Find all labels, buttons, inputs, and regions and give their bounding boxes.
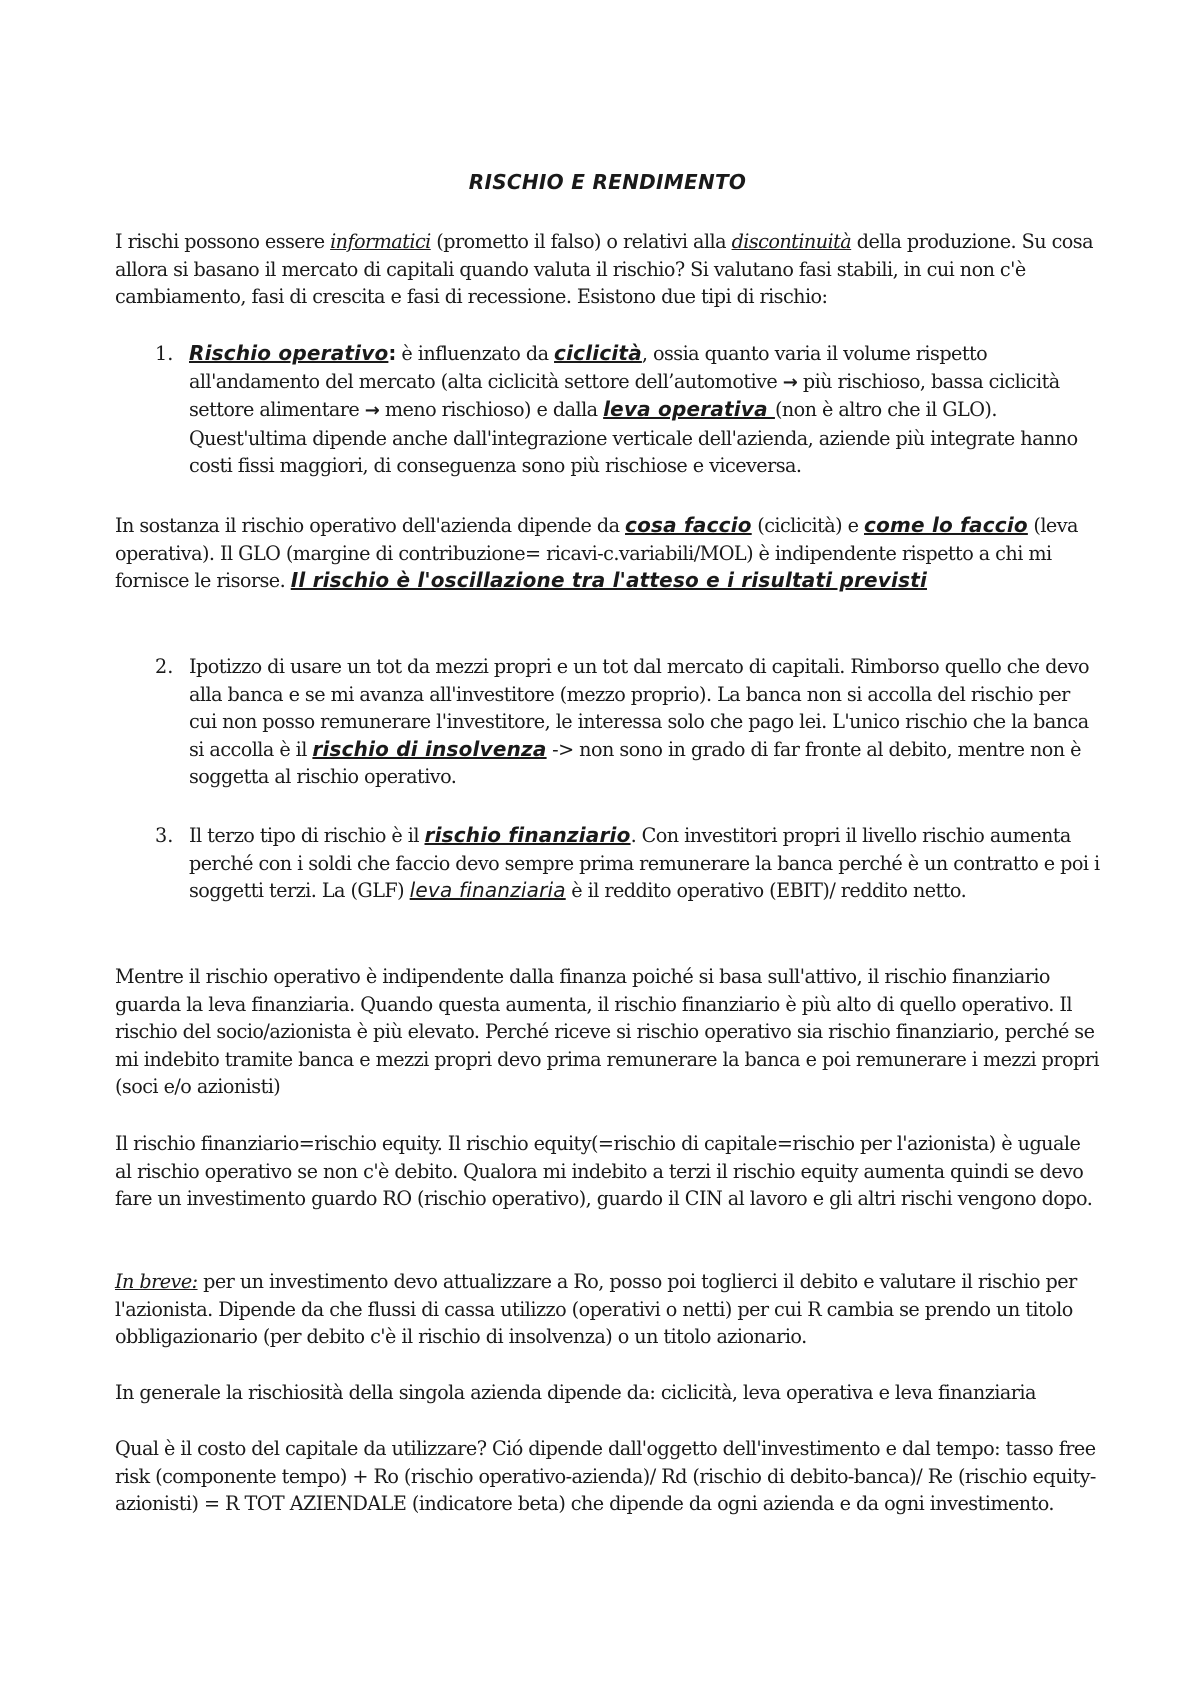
- paragraph-text: Mentre il rischio operativo è indipendente dalla finanza poiché si basa sull'attivo, il rischio finanziario guarda la leva finanziaria. Quando questa aumenta, il rischio finanziario è più alto di quello operativo. Il rischio del socio/azionista è più elevato. Perché riceve si rischio operativo sia rischio finanziario, perché se mi indebito tramite banca e mezzi propri devo prima remunerare la banca e poi remunerare i mezzi propri (soci e/o azionisti): [115, 965, 1099, 1098]
- term-rischio-insolvenza: rischio di insolvenza: [312, 736, 547, 761]
- text-run: In sostanza il rischio operativo dell'azienda dipende da: [115, 514, 626, 537]
- text-run: , ossia quanto varia il volume rispetto all'andamento del mercato (alta ciclicità settore dell’automotive: [189, 342, 988, 393]
- text-run: Il terzo tipo di rischio è il: [189, 824, 425, 847]
- term-rischio-operativo: Rischio operativo: [189, 341, 389, 365]
- list-number: 3.: [155, 824, 174, 847]
- term-definizione-rischio: Il rischio è l'oscillazione tra l'atteso e i risultati previsti: [290, 568, 928, 592]
- term-discontinuita: discontinuità: [731, 230, 852, 253]
- intro-paragraph: [115, 228, 1100, 311]
- generale-paragraph: [115, 1379, 1100, 1407]
- term-ciclicita: ciclicità: [554, 341, 642, 365]
- equity-paragraph: [115, 1130, 1100, 1213]
- arrow-right-icon: →: [364, 400, 380, 421]
- list-number: 2.: [155, 655, 174, 678]
- in-breve-paragraph: [115, 1268, 1100, 1351]
- term-cosa-faccio: cosa faccio: [625, 513, 752, 537]
- text-run: è influenzato da: [395, 342, 555, 365]
- text-run: per un investimento devo attualizzare a Ro, posso poi toglierci il debito e valutare il rischio per l'azionista. Dipende da che flussi di cassa utilizzo (operativi o netti) per cui R cambia se prendo un titolo obbligazionario (per debito c'è il rischio di insolvenza) o un titolo azionario.: [115, 1270, 1077, 1348]
- list-number: 1.: [155, 342, 174, 365]
- mentre-paragraph: [115, 963, 1100, 1101]
- term-rischio-finanziario: rischio finanziario: [424, 823, 631, 847]
- text-run: della produzione. Su cosa allora si basano il mercato di capitali quando valuta il rischio? Si valutano fasi stabili, in cui non c'è cambiamento, fasi di crescita e fasi di recessione. Esistono due tipi di rischio:: [115, 230, 1093, 308]
- text-run: (non è altro che il GLO). Quest'ultima dipende anche dall'integrazione verticale dell'azienda, aziende più integrate hanno costi fissi maggiori, di conseguenza sono più rischiose e viceversa.: [189, 398, 1078, 477]
- text-run: I rischi possono essere: [115, 230, 331, 253]
- text-run: meno rischioso) e dalla: [379, 398, 604, 421]
- text-run: è il reddito operativo (EBIT)/ reddito netto.: [565, 879, 967, 902]
- term-come-lo-faccio: come lo faccio: [864, 513, 1028, 537]
- term-informatici: informatici: [330, 230, 431, 253]
- text-run: (prometto il falso) o relativi alla: [430, 230, 732, 253]
- in-breve-label: In breve:: [115, 1270, 198, 1293]
- colon: :: [388, 341, 396, 365]
- text-run: (ciclicità) e: [751, 514, 865, 537]
- term-leva-finanziaria: leva finanziaria: [409, 878, 566, 902]
- sostanza-paragraph: [115, 512, 1100, 595]
- arrow-right-icon: →: [782, 371, 798, 393]
- term-leva-operativa: leva operativa: [603, 397, 775, 421]
- text-run: . Con investitori propri il livello rischio aumenta perché con i soldi che faccio devo sempre prima remunerare la banca perché è un contratto e poi i soggetti terzi. La (GLF): [189, 824, 1100, 902]
- text-run: Ipotizzo di usare un tot da mezzi propri e un tot dal mercato di capitali. Rimborso quello che devo alla banca e se mi avanza all'investitore (mezzo proprio). La banca non si accolla del rischio per cui non posso remunerare l'investitore, le interessa solo che pago lei. L'unico rischio che la banca si accolla è il: [189, 655, 1089, 761]
- text-run: -> non sono in grado di far fronte al debito, mentre non è soggetta al rischio operativo.: [189, 737, 1081, 788]
- paragraph-text: Qual è il costo del capitale da utilizzare? Ció dipende dall'oggetto dell'investimento e dal tempo: tasso free risk (componente tempo) + Ro (rischio operativo-azienda)/ Rd (rischio di debito-banca)/ Re (rischio equity-azionisti) = R TOT AZIENDALE (indicatore beta) che dipende da ogni azienda e da ogni investimento.: [115, 1437, 1096, 1515]
- costo-paragraph: [115, 1435, 1100, 1518]
- paragraph-text: Il rischio finanziario=rischio equity. Il rischio equity(=rischio di capitale=rischio per l'azionista) è uguale al rischio operativo se non c'è debito. Qualora mi indebito a terzi il rischio equity aumenta quindi se devo fare un investimento guardo RO (rischio operativo), guardo il CIN al lavoro e gli altri rischi vengono dopo.: [115, 1132, 1093, 1210]
- page-title: RISCHIO E RENDIMENTO: [468, 170, 747, 194]
- text-run: più rischioso, bassa ciclicità settore alimentare: [189, 369, 1060, 421]
- text-run: (leva operativa). Il GLO (margine di contribuzione= ricavi-c.variabili/MOL) è indipendente rispetto a chi mi fornisce le risorse.: [115, 514, 1078, 592]
- paragraph-text: In generale la rischiosità della singola azienda dipende da: ciclicità, leva operativa e leva finanziaria: [115, 1381, 1036, 1404]
